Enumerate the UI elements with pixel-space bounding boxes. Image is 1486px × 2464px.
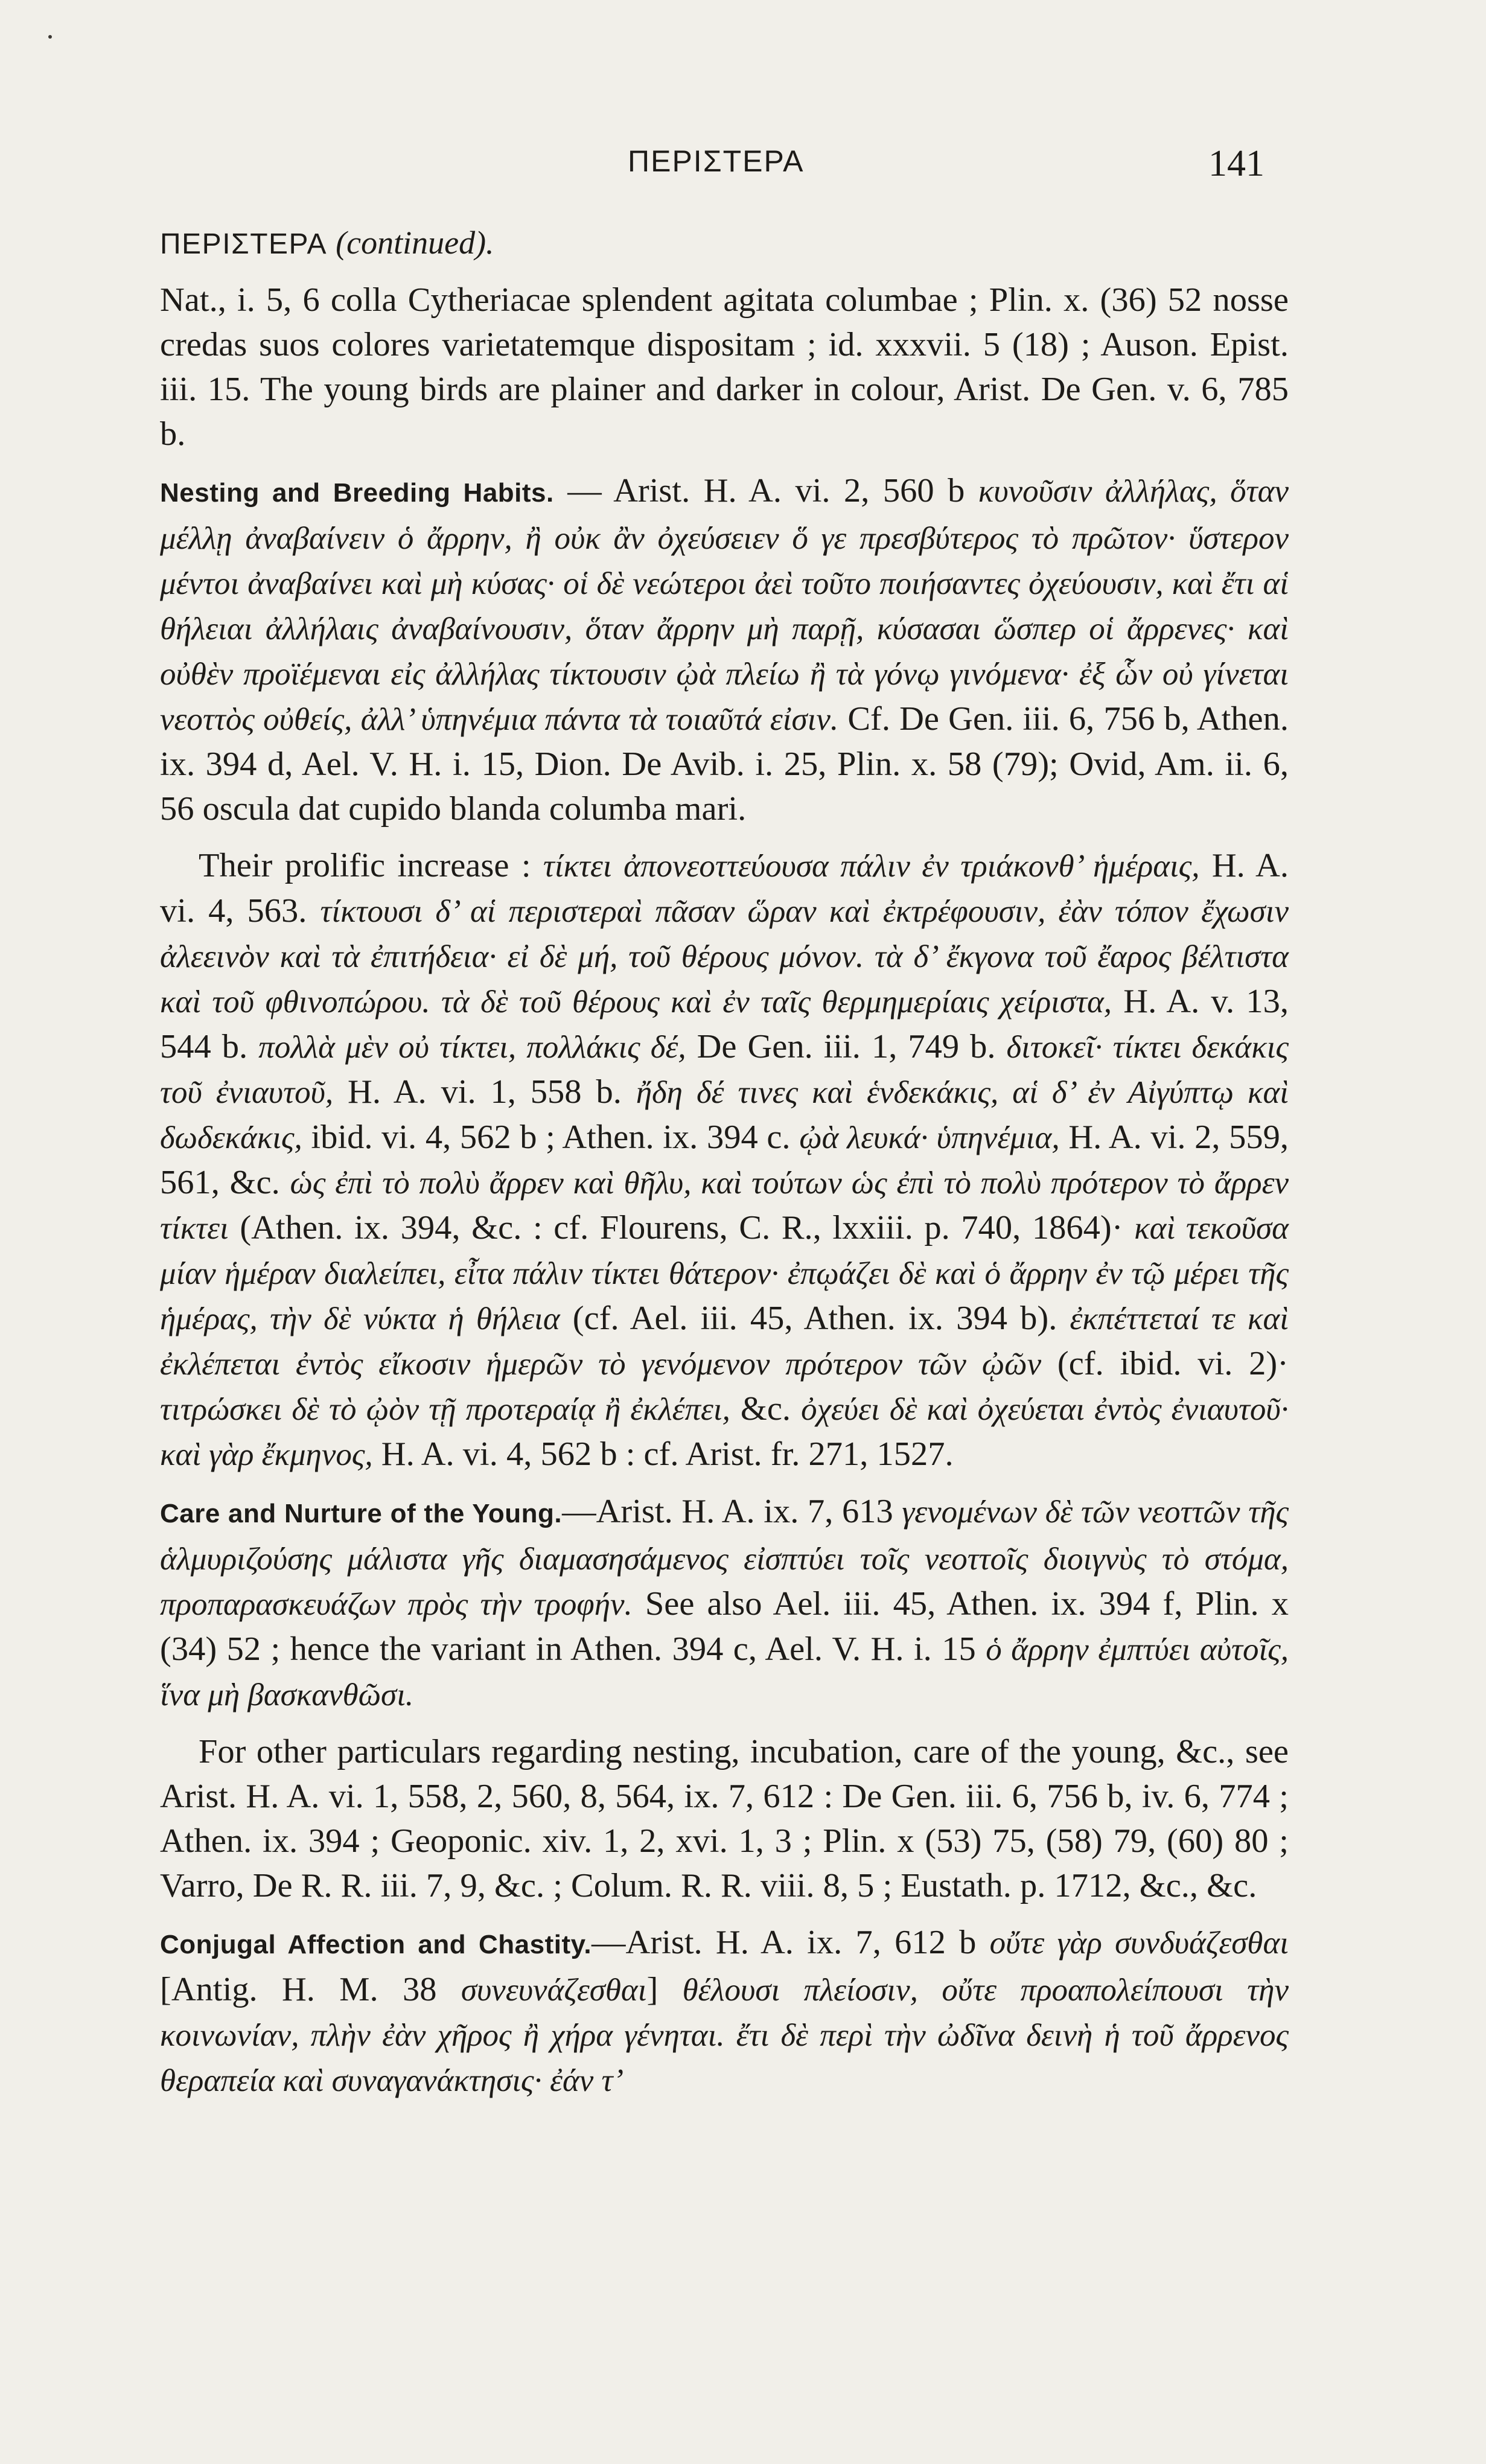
greek-quotation: θέλουσι πλείοσιν, οὔτε προαπολείπουσι τὴν κοινωνίαν, πλὴν ἐὰν χῆρος ἢ χήρα γένηται. ἔτι δὲ περὶ τὴν ὠδῖνα δεινὴ ἡ τοῦ ἄρρενος θεραπεία καὶ συναγανάκτησις· ἐάν τ’ <box>160 1973 1289 2098</box>
greek-quotation: ᾠὰ λευκά· ὑπηνέμια, <box>799 1120 1060 1155</box>
body-text-segment: H. A. vi. 4, 563. <box>160 847 1289 930</box>
body-text-segment: See also Ael. iii. 45, Athen. ix. 394 f, Plin. x (34) 52 ; hence the variant in Athen. 394 c, Ael. V. H. i. 15 <box>160 1585 1289 1668</box>
body-text-segment: [Antig. H. M. 38 <box>160 1971 461 2008</box>
running-title: ΠΕΡΙΣΤΕΡΑ <box>628 144 805 178</box>
greek-quotation: τίκτουσι δ’ αἱ περιστεραὶ πᾶσαν ὥραν καὶ ἐκτρέφουσιν, ἐὰν τόπον ἔχωσιν ἀλεεινὸν καὶ τὰ ἐπιτήδεια· εἰ δὲ μή, τοῦ θέρους μόνον. τὰ δ’ ἔκγονα τοῦ ἔαρος βέλτιστα καὶ τοῦ φθινοπώρου. τὰ δὲ τοῦ θέρους καὶ ἐν ταῖς θερμημερίαις χείριστα, <box>160 894 1289 1020</box>
body-text-segment: H. A. v. 13, 544 b. <box>160 983 1289 1065</box>
body-text-segment: De Gen. iii. 1, 749 b. <box>686 1028 1007 1065</box>
paragraph-p5 <box>160 1729 1289 1908</box>
greek-quotation: οὔτε γὰρ συνδυάζεσθαι <box>989 1926 1289 1961</box>
greek-quotation: διτοκεῖ· τίκτει δεκάκις τοῦ ἐνιαυτοῦ, <box>160 1030 1289 1110</box>
page-number: 141 <box>1208 143 1264 184</box>
paragraph-p4 <box>160 1489 1289 1717</box>
paragraph-p6 <box>160 1920 1289 2103</box>
print-speck <box>48 35 52 39</box>
paragraph-p2 <box>160 468 1289 831</box>
section-heading: Care and Nurture of the Young. <box>160 1499 563 1528</box>
body-text-segment: (cf. Ael. iii. 45, Athen. ix. 394 b). <box>560 1300 1070 1337</box>
body-text-segment: (cf. ibid. vi. 2)· <box>1041 1345 1289 1382</box>
body-text-segment: Their prolific increase : <box>199 847 543 884</box>
section-heading: Conjugal Affection and Chastity. <box>160 1930 592 1959</box>
body-text-segment: ] <box>646 1971 683 2008</box>
body-text-segment: (Athen. ix. 394, &c. : cf. Flourens, C. R., lxxiii. p. 740, 1864)· <box>228 1209 1135 1246</box>
paragraph-p3 <box>160 843 1289 1477</box>
body-text-segment: —Arist. H. A. ix. 7, 612 b <box>592 1924 990 1961</box>
greek-quotation: κυνοῦσιν ἀλλήλας, ὅταν μέλλῃ ἀναβαίνειν ὁ ἄρρην, ἢ οὐκ ἂν ὀχεύσειεν ὅ γε πρεσβύτερος τὸ πρῶτον· ὕστερον μέντοι ἀναβαίνει καὶ μὴ κύσας· οἱ δὲ νεώτεροι ἀεὶ τοῦτο ποιήσαντες ὀχεύουσιν, καὶ ἔτι αἱ θήλειαι ἀλλήλαις ἀναβαίνουσιν, ὅταν ἄρρην μὴ παρῇ, κύσασαι ὥσπερ οἱ ἄρρενες· καὶ οὐθὲν προϊέμεναι εἰς ἀλλήλας τίκτουσιν ᾠὰ πλείω ἢ τὰ γόνῳ γινόμενα· ἐξ ὧν οὐ γίνεται νεοττὸς οὐθείς, ἀλλ’ ὑπηνέμια πάντα τὰ τοιαῦτά εἰσιν. <box>160 474 1289 737</box>
greek-quotation: ἤδη δέ τινες καὶ ἑνδεκάκις, αἱ δ’ ἐν Αἰγύπτῳ καὶ δωδεκάκις, <box>160 1075 1289 1155</box>
greek-quotation: πολλὰ μὲν οὐ τίκτει, πολλάκις δέ, <box>258 1030 686 1065</box>
continued-note: (continued). <box>336 225 494 261</box>
body-text-segment: ibid. vi. 4, 562 b ; Athen. ix. 394 c. <box>302 1119 800 1156</box>
body-text-segment: — Arist. H. A. vi. 2, 560 b <box>553 472 978 509</box>
paragraph-list <box>160 278 1289 2103</box>
greek-quotation: ἐκπέττεταί τε καὶ ἐκλέπεται ἐντὸς εἴκοσιν ἡμερῶν τὸ γενόμενον πρότερον τῶν ᾠῶν <box>160 1301 1289 1382</box>
greek-quotation: ὡς ἐπὶ τὸ πολὺ ἄρρεν καὶ θῆλυ, καὶ τούτων ὡς ἐπὶ τὸ πολὺ πρότερον τὸ ἄρρεν τίκτει <box>160 1166 1289 1246</box>
body-text-segment: For other particulars regarding nesting, incubation, care of the young, &c., see Arist. H. A. vi. 1, 558, 2, 560, 8, 564, ix. 7, 612 : De Gen. iii. 6, 756 b, iv. 6, 774 ; Athen. ix. 394 ; Geoponic. xiv. 1, 2, xvi. 1, 3 ; Plin. x (53) 75, (58) 79, (60) 80 ; Varro, De R. R. iii. 7, 9, &c. ; Colum. R. R. viii. 8, 5 ; Eustath. p. 1712, &c., &c. <box>160 1733 1289 1904</box>
body-text-segment: Cf. De Gen. iii. 6, 756 b, Athen. ix. 394 d, Ael. V. H. i. 15, Dion. De Avib. i. 25, Plin. x. 58 (79); Ovid, Am. ii. 6, 56 oscula dat cupido blanda columba mari. <box>160 700 1289 828</box>
body-text <box>160 220 1289 2115</box>
greek-quotation: ὀχεύει δὲ καὶ ὀχεύεται ἐντὸς ἐνιαυτοῦ· καὶ γὰρ ἔκμηνος, <box>160 1392 1289 1472</box>
body-text-segment: H. A. vi. 1, 558 b. <box>333 1073 636 1111</box>
greek-quotation: τιτρώσκει δὲ τὸ ᾠὸν τῇ προτεραίᾳ ἢ ἐκλέπει, <box>160 1392 730 1427</box>
greek-quotation: καὶ τεκοῦσα μίαν ἡμέραν διαλείπει, εἶτα πάλιν τίκτει θάτερον· ἐπῳάζει δὲ καὶ ὁ ἄρρην ἐν τῷ μέρει τῆς ἡμέρας, τὴν δὲ νύκτα ἡ θήλεια <box>160 1211 1289 1336</box>
section-heading: Nesting and Breeding Habits. <box>160 478 554 508</box>
body-text-segment: &c. <box>730 1390 802 1428</box>
paragraph-p1 <box>160 278 1289 456</box>
body-text-segment: —Arist. H. A. ix. 7, 613 <box>562 1493 902 1530</box>
entry-headword: ΠΕΡΙΣΤΕΡΑ <box>160 228 328 260</box>
greek-quotation: ὁ ἄρρην ἐμπτύει αὐτοῖς, ἵνα μὴ βασκανθῶσι. <box>160 1632 1289 1712</box>
body-text-segment: Nat., i. 5, 6 colla Cytheriacae splendent agitata columbae ; Plin. x. (36) 52 nosse credas suos colores varietatemque dispositam ; id. xxxvii. 5 (18) ; Auson. Epist. iii. 15. The young birds are plainer and darker in colour, Arist. De Gen. v. 6, 785 b. <box>160 281 1289 453</box>
greek-quotation: γενομένων δὲ τῶν νεοττῶν τῆς ἁλμυριζούσης μάλιστα γῆς διαμασησάμενος εἰσπτύει τοῖς νεοττοῖς διοιγνὺς τὸ στόμα, προπαρασκευάζων πρὸς τὴν τροφήν. <box>160 1495 1289 1622</box>
body-text-segment: H. A. vi. 2, 559, 561, &c. <box>160 1119 1289 1201</box>
greek-quotation: τίκτει ἀπονεοττεύουσα πάλιν ἐν τριάκονθ’ ἡμέραις, <box>543 849 1200 884</box>
entry-heading <box>160 220 1289 267</box>
body-text-segment: H. A. vi. 4, 562 b : cf. Arist. fr. 271, 1527. <box>372 1435 954 1473</box>
greek-quotation: συνευνάζεσθαι <box>461 1973 647 2008</box>
